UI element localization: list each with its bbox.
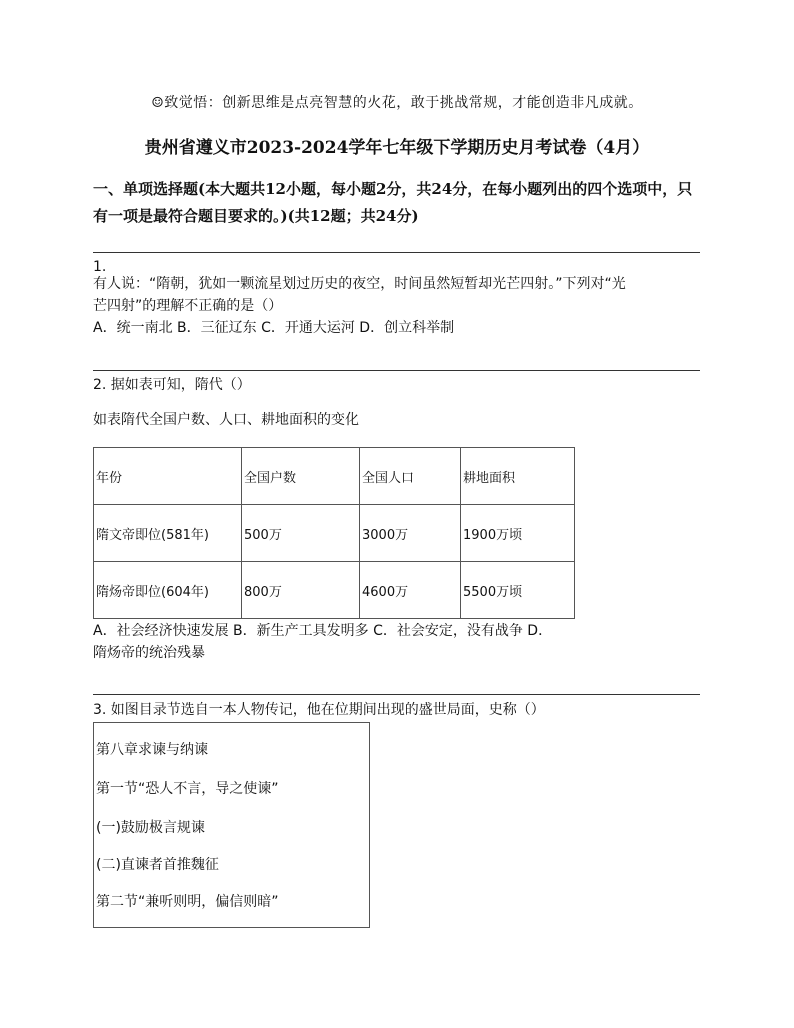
toc-line: (二)直谏者首推魏征 (96, 857, 219, 873)
motto-banner: ☺致觉悟：创新思维是点亮智慧的火花，敢于挑战常规，才能创造非凡成就。 (151, 95, 643, 111)
divider (93, 694, 700, 695)
question-2-stem: 2. 据如表可知，隋代（） (93, 377, 251, 393)
question-1-stem-line1: 有人说：“隋朝，犹如一颗流星划过历史的夜空，时间虽然短暂却光芒四射。”下列对“光 (93, 276, 626, 292)
question-1-number: 1. (93, 259, 107, 275)
question-1-options: A．统一南北 B．三征辽东 C．开通大运河 D．创立科举制 (93, 320, 455, 336)
table-row (94, 562, 575, 619)
toc-line: 第一节“恐人不言，导之使谏” (96, 781, 279, 797)
table-cell: 隋文帝即位(581年) (94, 505, 242, 562)
table-cell: 4600万 (360, 562, 461, 619)
table-header-row (94, 448, 575, 505)
table-header-cell: 全国户数 (242, 448, 360, 505)
question-3-stem: 3. 如图目录节选自一本人物传记，他在位期间出现的盛世局面，史称（） (93, 702, 545, 718)
table-header-cell: 耕地面积 (461, 448, 575, 505)
divider (93, 370, 700, 371)
table-cell: 5500万顷 (461, 562, 575, 619)
toc-line: 第二节“兼听则明，偏信则暗” (96, 894, 279, 910)
table-row (94, 505, 575, 562)
table-cell: 500万 (242, 505, 360, 562)
question-1-stem-line2: 芒四射”的理解不正确的是（） (93, 298, 283, 314)
table-cell: 3000万 (360, 505, 461, 562)
table-cell: 1900万顷 (461, 505, 575, 562)
question-2-options-line2: 隋炀帝的统治残暴 (93, 645, 205, 661)
toc-line: 第八章求谏与纳谏 (96, 742, 208, 758)
table-cell: 800万 (242, 562, 360, 619)
table-cell: 隋炀帝即位(604年) (94, 562, 242, 619)
page-title: 贵州省遵义市2023-2024学年七年级下学期历史月考试卷（4月） (144, 138, 650, 158)
question-2-options-line1: A．社会经济快速发展 B．新生产工具发明多 C．社会安定，没有战争 D． (93, 623, 553, 639)
section-heading: 一、单项选择题(本大题共12小题，每小题2分，共24分，在每小题列出的四个选项中，只有一项是最符合题目要求的。)(共12题；共24分) (93, 180, 693, 225)
toc-line: (一)鼓励极言规谏 (96, 820, 205, 836)
question-2-table-caption: 如表隋代全国户数、人口、耕地面积的变化 (93, 412, 359, 428)
population-table (93, 447, 575, 619)
book-contents-box (93, 722, 370, 928)
divider (93, 252, 700, 253)
table-header-cell: 年份 (94, 448, 242, 505)
table-header-cell: 全国人口 (360, 448, 461, 505)
